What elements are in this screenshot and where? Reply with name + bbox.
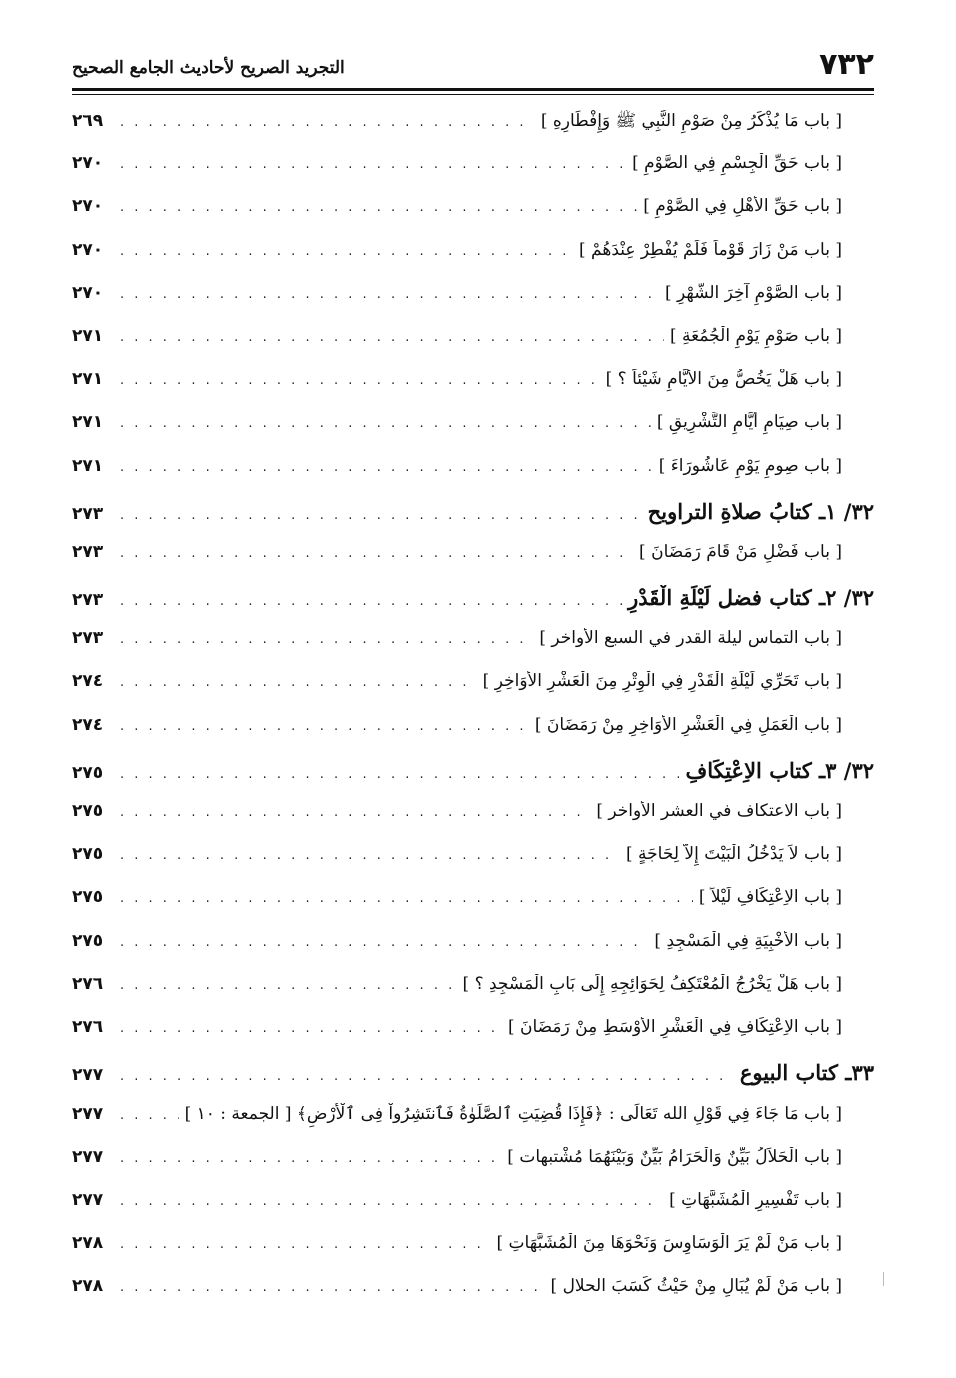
entry-title: [ باب تَفْسِيرِ الْمُشَبَّهَاتِ ]	[669, 1189, 842, 1210]
entry-title: [ باب صِومِ يَوْمِ عَاشُورَاءَ ]	[658, 455, 842, 476]
entry-page-number: ٢٧٧	[72, 1104, 104, 1125]
entry-page-number: ٢٧١	[72, 412, 104, 433]
dot-leader	[120, 719, 529, 734]
dot-leader	[120, 805, 590, 820]
dot-leader	[120, 675, 477, 690]
entry-title: [ باب لاَ يَدْخُلُ الْبَيْتَ إِلاَّ لِحَاجَةٍ ]	[626, 844, 842, 865]
dot-leader	[120, 115, 535, 130]
toc-entry-row	[72, 1233, 874, 1276]
dot-leader	[120, 244, 573, 259]
dot-leader	[120, 416, 651, 431]
entry-title: [ باب الاعتكاف في العشر الأواخر ]	[596, 801, 842, 821]
header-rule-thick	[72, 88, 874, 91]
entry-title: [ باب مَنْ لَمْ يُبَالِ مِنْ حَيْثُ كَسَبَ الحلال ]	[550, 1276, 842, 1297]
toc-entry-row	[72, 110, 874, 153]
entry-page-number: ٢٧٤	[72, 714, 104, 735]
entry-title: [ باب مَا جَاءَ فِي قَوْلِ الله تَعَالَى : ﴿فَإِذَا قُضِيَتِ ٱلصَّلَوٰةُ فَٱنتَشِرُواْ فِى ٱلْأَرْضِ﴾ [ الجمعة : ١٠ ]	[184, 1104, 842, 1125]
dot-leader	[120, 460, 653, 475]
dot-leader	[120, 632, 533, 647]
entry-page-number: ٢٧٣	[72, 590, 104, 611]
dot-leader	[120, 1280, 545, 1295]
entry-page-number: ٢٧١	[72, 369, 104, 390]
entry-page-number: ٢٧٥	[72, 762, 104, 783]
entry-page-number: ٢٧٥	[72, 801, 104, 821]
header-rule-thin	[72, 94, 874, 95]
dot-leader	[120, 546, 633, 561]
dot-leader	[120, 767, 679, 782]
toc-chapter-row	[72, 758, 874, 801]
toc-entry-row	[72, 412, 874, 455]
toc-chapter-row	[72, 585, 874, 628]
entry-title: [ باب مَا يُذْكَرُ مِنْ صَوْمِ النَّبِي ﷺ وَإِفْطَارِهِ ]	[540, 111, 842, 131]
entry-page-number: ٢٧٠	[72, 196, 104, 217]
entry-page-number: ٢٧٣	[72, 541, 104, 562]
table-of-contents	[72, 110, 874, 1319]
toc-entry-row	[72, 1276, 874, 1319]
dot-leader	[120, 287, 659, 302]
entry-title: [ باب الاِعْتِكَافِ فِي الْعَشْرِ الأَوْسَطِ مِنْ رَمَضَانَ ]	[507, 1016, 842, 1037]
toc-entry-row	[72, 369, 874, 412]
toc-entry-row	[72, 931, 874, 974]
toc-entry-row	[72, 240, 874, 283]
entry-title: [ باب مَنْ لَمْ يَرَ الْوَسَاوِسَ وَنَحْوَهَا مِنَ الْمُشَبَّهَاتِ ]	[496, 1232, 842, 1253]
toc-entry-row	[72, 671, 874, 714]
toc-chapter-row	[72, 499, 874, 542]
dot-leader	[120, 1237, 491, 1252]
entry-page-number: ٢٦٩	[72, 111, 104, 131]
toc-entry-row	[72, 628, 874, 671]
chapter-title: ٣٢/ ٣ـ كتاب الاِعْتِكَافِ	[685, 757, 874, 783]
entry-title: [ باب الصَّوْمِ آخِرَ الشَّهْرِ ]	[664, 282, 842, 303]
dot-leader	[120, 157, 626, 172]
entry-title: [ باب صَوْمِ يَوْمِ الْجُمُعَةِ ]	[669, 325, 842, 346]
toc-entry-row	[72, 153, 874, 196]
toc-entry-row	[72, 542, 874, 585]
entry-title: [ باب هَلْ يَخْرُجُ الْمُعْتَكِفُ لِحَوَائِجِهِ إِلَى بَابِ الْمَسْجِدِ ؟ ]	[462, 973, 842, 994]
dot-leader	[120, 935, 648, 950]
entry-page-number: ٢٧٣	[72, 628, 104, 649]
entry-title: [ باب هَلْ يَخُصُّ مِنَ الأَيَّامِ شَيْئاً ؟ ]	[605, 369, 842, 390]
toc-entry-row	[72, 715, 874, 758]
dot-leader	[120, 848, 620, 863]
entry-page-number: ٢٧٤	[72, 671, 104, 692]
toc-entry-row	[72, 283, 874, 326]
entry-page-number: ٢٧٨	[72, 1232, 104, 1253]
entry-title: [ باب صِيَامِ أَيَّامِ التَّشْرِيقِ ]	[656, 412, 842, 433]
entry-title: [ باب حَقِّ الأَهْلِ فِي الصَّوْمِ ]	[643, 196, 842, 217]
dot-leader	[120, 1069, 734, 1084]
entry-title: [ باب مَنْ زَارَ قَوْماً فَلَمْ يُفْطِرْ عِنْدَهُمْ ]	[579, 239, 842, 260]
entry-title: [ باب الأَخْبِيَةِ فِي الْمَسْجِدِ ]	[654, 930, 842, 951]
page-header	[72, 38, 874, 88]
toc-entry-row	[72, 1190, 874, 1233]
entry-title: [ باب التماس ليلة القدر في السبع الأواخر ]	[539, 628, 842, 649]
toc-entry-row	[72, 1103, 874, 1146]
dot-leader	[120, 330, 664, 345]
entry-title: [ باب الاِعْتِكَافِ لَيْلاً ]	[698, 887, 842, 908]
toc-entry-row	[72, 326, 874, 369]
chapter-title: ٣٢/ ٢ـ كتاب فضل لَيْلَةِ الْقَدْرِ	[628, 585, 874, 611]
margin-mark	[883, 1272, 884, 1286]
entry-page-number: ٢٧٥	[72, 887, 104, 908]
chapter-title: ٣٣ـ كتاب البيوع	[739, 1060, 874, 1086]
toc-entry-row	[72, 974, 874, 1017]
entry-page-number: ٢٧٦	[72, 1016, 104, 1037]
toc-entry-row	[72, 844, 874, 887]
entry-page-number: ٢٧٠	[72, 282, 104, 303]
dot-leader	[120, 1194, 663, 1209]
dot-leader	[120, 508, 642, 523]
dot-leader	[120, 373, 600, 388]
dot-leader	[120, 1021, 502, 1036]
entry-title: [ باب فَضْلِ مَنْ قَامَ رَمَضَانَ ]	[639, 541, 842, 562]
entry-page-number: ٢٧٠	[72, 153, 104, 174]
entry-page-number: ٢٧٣	[72, 503, 104, 524]
entry-page-number: ٢٧٠	[72, 239, 104, 260]
entry-page-number: ٢٧٥	[72, 930, 104, 951]
toc-entry-row	[72, 456, 874, 499]
entry-page-number: ٢٧٥	[72, 844, 104, 865]
entry-page-number: ٢٧٦	[72, 973, 104, 994]
toc-entry-row	[72, 1017, 874, 1060]
chapter-title: ٣٢/ ١ـ كتابُ صلاةِ التراويح	[647, 498, 874, 524]
page-number: ٧٣٢	[819, 47, 874, 82]
toc-chapter-row	[72, 1060, 874, 1103]
dot-leader	[120, 1108, 179, 1123]
dot-leader	[120, 200, 637, 215]
dot-leader	[120, 1151, 501, 1166]
entry-title: [ باب الْحَلاَلُ بَيِّنٌ وَالْحَرَامُ بَيِّنٌ وَبَيْنَهُمَا مُشْتبهات ]	[507, 1146, 842, 1167]
entry-page-number: ٢٧١	[72, 455, 104, 476]
dot-leader	[120, 978, 457, 993]
entry-page-number: ٢٧٧	[72, 1146, 104, 1167]
entry-title: [ باب حَقِّ الْجِسْمِ فِي الصَّوْمِ ]	[632, 153, 842, 174]
running-title: التجريد الصريح لأحاديث الجامع الصحيح	[72, 58, 345, 78]
entry-page-number: ٢٧٧	[72, 1065, 104, 1086]
dot-leader	[120, 891, 693, 906]
toc-entry-row	[72, 196, 874, 239]
entry-title: [ باب الْعَمَلِ فِي الْعَشْرِ الأَوَاخِرِ مِنْ رَمَضَانَ ]	[534, 714, 842, 735]
entry-title: [ باب تَحَرِّي لَيْلَةِ الْقَدْرِ فِي الْوِتْرِ مِنَ الْعَشْرِ الأَوَاخِرِ ]	[482, 671, 842, 692]
dot-leader	[120, 594, 622, 609]
toc-entry-row	[72, 801, 874, 844]
entry-page-number: ٢٧١	[72, 325, 104, 346]
toc-entry-row	[72, 1147, 874, 1190]
toc-entry-row	[72, 887, 874, 930]
entry-page-number: ٢٧٨	[72, 1276, 104, 1297]
entry-page-number: ٢٧٧	[72, 1189, 104, 1210]
